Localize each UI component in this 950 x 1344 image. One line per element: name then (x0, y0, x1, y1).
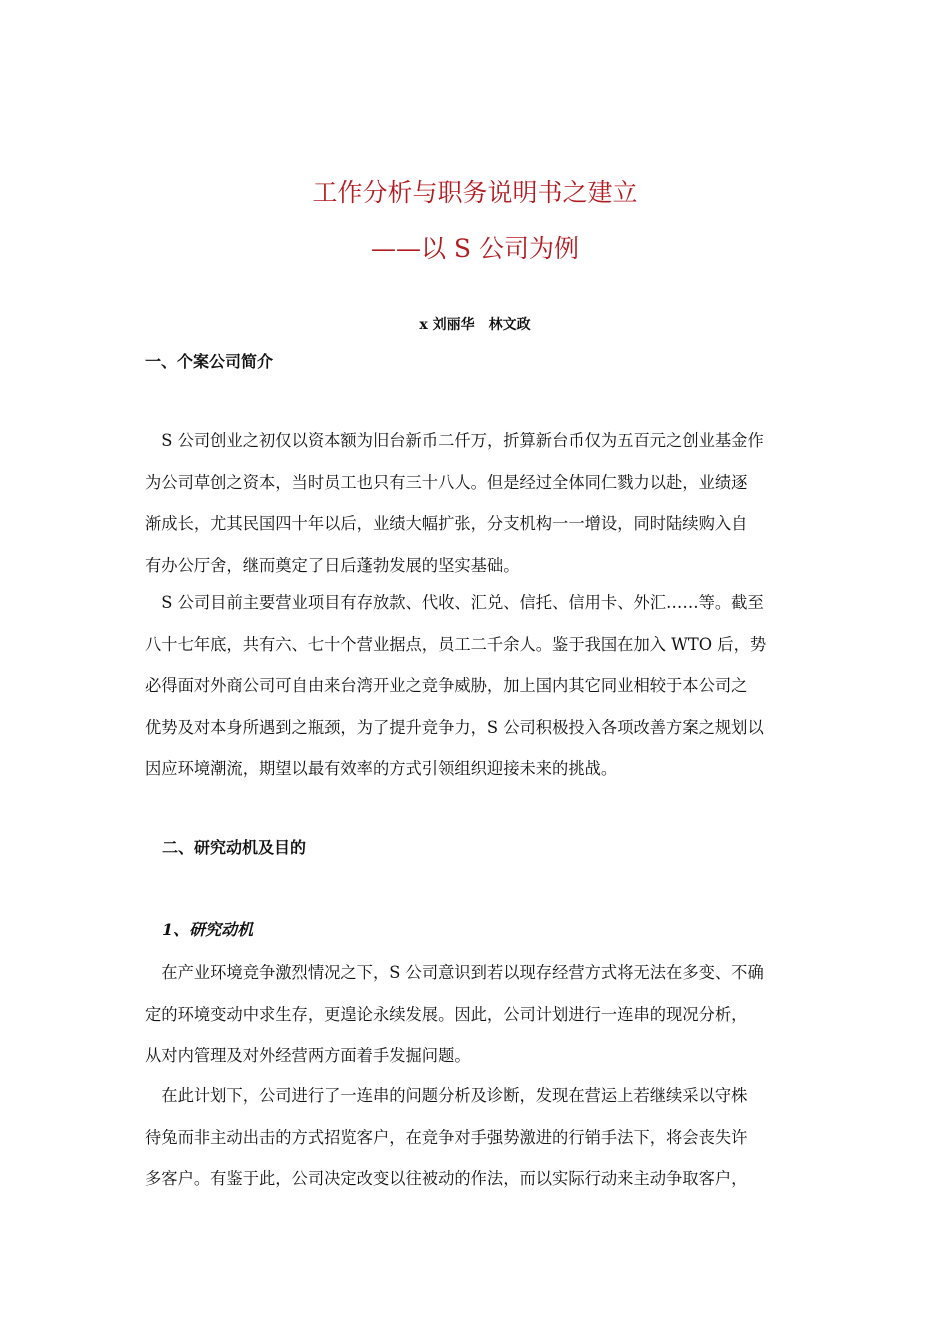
paragraph-line: 优势及对本身所遇到之瓶颈，为了提升竞争力，S 公司积极投入各项改善方案之规划以 (145, 717, 764, 737)
paragraph-line: 渐成长，尤其民国四十年以后，业绩大幅扩张，分支机构一一增设，同时陆续购入自 (145, 514, 748, 533)
paragraph-line: 在产业环境竞争激烈情况之下，S 公司意识到若以现存经营方式将无法在多变、不确 (145, 963, 764, 982)
paragraph-line: 待兔而非主动出击的方式招览客户，在竞争对手强势激进的行销手法下，将会丧失许 (145, 1127, 748, 1147)
paragraph-line: 有办公厅舍，继而奠定了日后蓬勃发展的坚实基础。 (145, 555, 520, 575)
paragraph-business-scope (145, 582, 810, 790)
subsection-heading-motivation: 1、研究动机 (162, 920, 254, 939)
section-heading-company-profile: 一、个案公司简介 (145, 352, 274, 371)
document-subtitle: ——以 S 公司为例 (370, 234, 580, 263)
paragraph-line: 定的环境变动中求生存，更遑论永续发展。因此，公司计划进行一连串的现况分析， (145, 1004, 748, 1024)
paragraph-line: 在此计划下，公司进行了一连串的问题分析及诊断，发现在营运上若继续采以守株 (145, 1086, 748, 1105)
paragraph-analysis-plan (145, 1075, 810, 1200)
paragraph-line: 为公司草创之资本，当时员工也只有三十八人。但是经过全体同仁戮力以赴，业绩逐 (145, 472, 748, 492)
paragraph-line: S 公司目前主要营业项目有存放款、代收、汇兑、信托、信用卡、外汇……等。截至 (145, 593, 764, 612)
paragraph-line: 从对内管理及对外经营两方面着手发掘问题。 (145, 1046, 471, 1065)
paragraph-company-founding (145, 420, 810, 586)
paragraph-line: 多客户。有鉴于此，公司决定改变以往被动的作法，而以实际行动来主动争取客户， (145, 1169, 748, 1188)
paragraph-competition (145, 952, 810, 1077)
authors-line: x 刘丽华 林文政 (419, 317, 531, 333)
section-heading-research-motivation: 二、研究动机及目的 (162, 838, 307, 857)
paragraph-line: 必得面对外商公司可自由来台湾开业之竞争威胁，加上国内其它同业相较于本公司之 (145, 676, 748, 695)
paragraph-line: 因应环境潮流，期望以最有效率的方式引领组织迎接未来的挑战。 (145, 759, 618, 778)
document-title: 工作分析与职务说明书之建立 (312, 178, 638, 207)
paragraph-line: 八十七年底，共有六、七十个营业据点，员工二千余人。鉴于我国在加入 WTO 后，势 (145, 634, 767, 654)
paragraph-line: S 公司创业之初仅以资本额为旧台新币二仟万，折算新台币仅为五百元之创业基金作 (145, 431, 764, 450)
